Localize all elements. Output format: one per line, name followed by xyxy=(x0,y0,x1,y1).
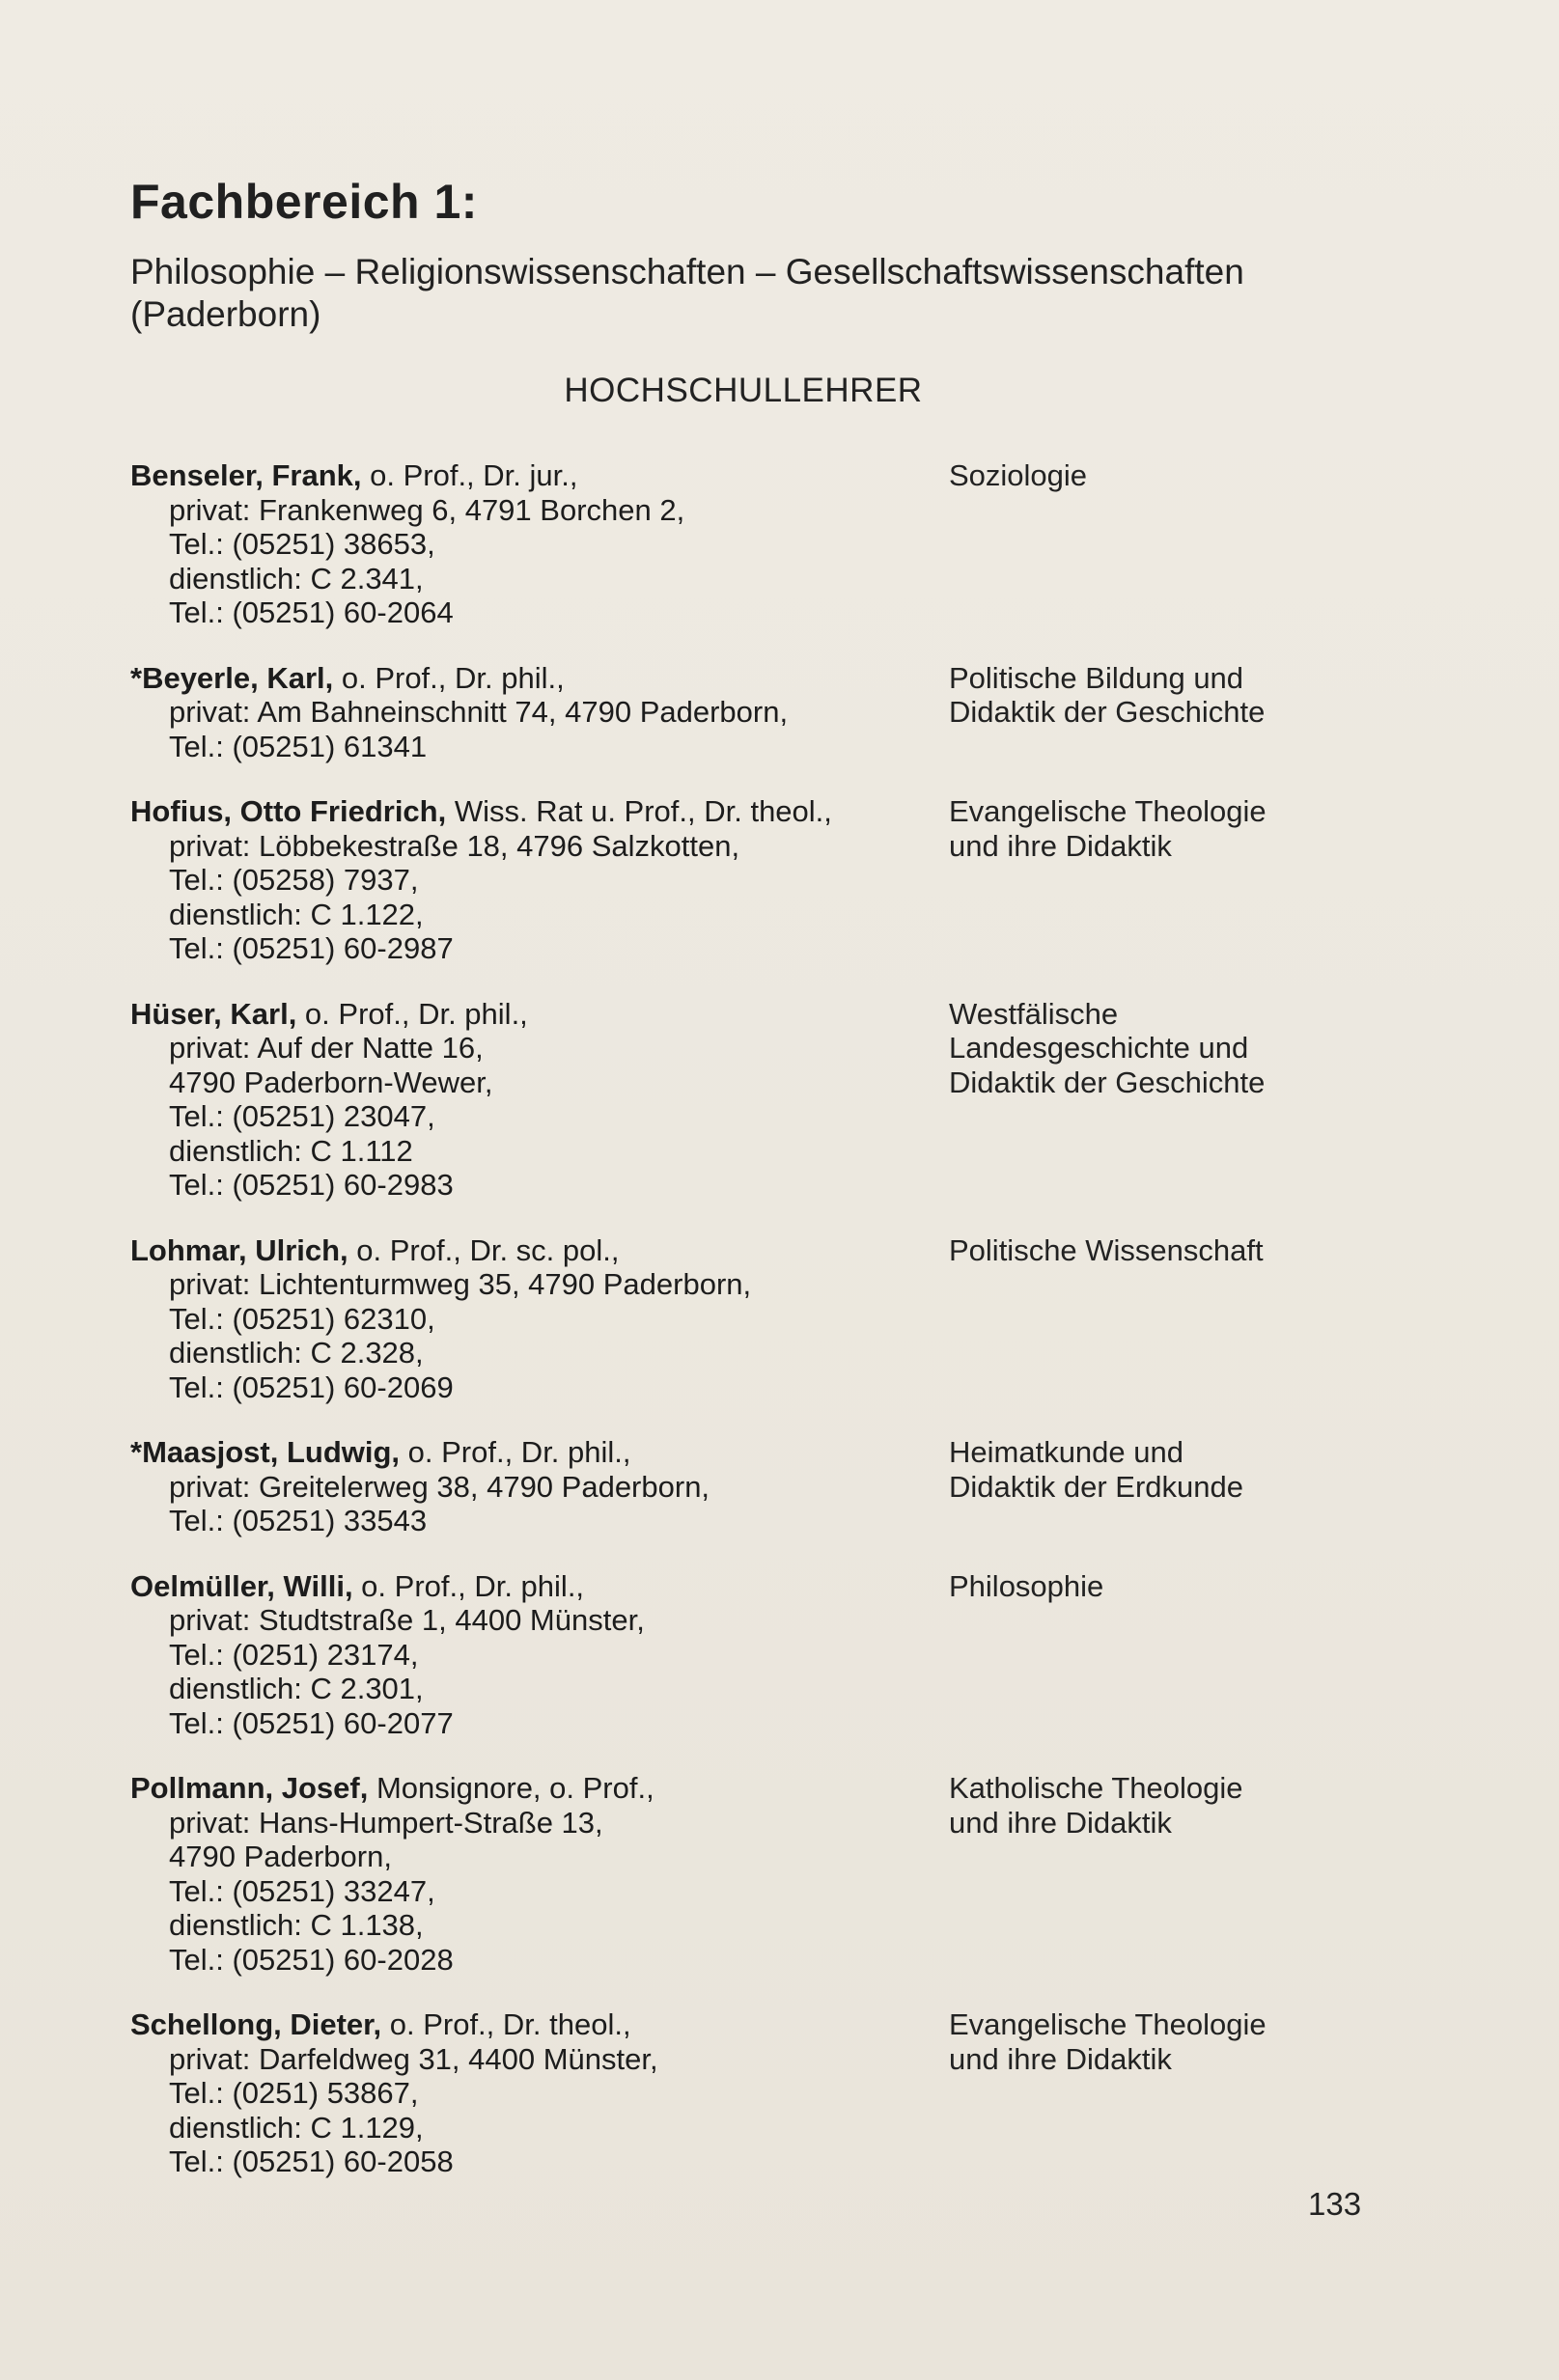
entry-contact xyxy=(130,661,949,764)
entry-name: Hofius, Otto Friedrich, xyxy=(130,794,447,828)
page-number: 133 xyxy=(1308,2186,1362,2222)
entry-subject-line: Evangelische Theologie xyxy=(949,2007,1267,2041)
entry-detail-line: Tel.: (05251) 38653, xyxy=(169,527,435,561)
entry-subject-line: Heimatkunde und xyxy=(949,1435,1183,1469)
entry-title: o. Prof., Dr. theol., xyxy=(381,2007,631,2041)
entry-detail-line: Tel.: (05251) 60-2028 xyxy=(169,1942,454,1977)
entry-contact xyxy=(130,794,949,966)
entry-detail-line: dienstlich: C 2.301, xyxy=(169,1672,424,1705)
entry-detail-line: privat: Hans-Humpert-Straße 13, xyxy=(169,1805,603,1840)
entry-heading xyxy=(130,794,949,829)
entry-subject xyxy=(949,794,1424,966)
entry-detail-line: dienstlich: C 1.112 xyxy=(169,1133,413,1168)
entry-subject-line: Katholische Theologie xyxy=(949,1771,1243,1805)
entry-contact xyxy=(130,997,949,1203)
entry-heading xyxy=(130,458,949,493)
entry-subject xyxy=(949,661,1424,764)
entry-subject-line: Landesgeschichte und xyxy=(949,1031,1249,1065)
entry-detail-line: dienstlich: C 2.328, xyxy=(169,1336,424,1370)
faculty-list xyxy=(130,458,1424,2210)
subtitle-line-1: Philosophie – Religionswissenschaften – Gesellschaftswissenschaften xyxy=(130,252,1244,291)
entry-detail-line: Tel.: (05251) 60-2058 xyxy=(169,2145,454,2178)
entry-subject-line: und ihre Didaktik xyxy=(949,2041,1172,2076)
entry-detail-line: Tel.: (05251) 60-2983 xyxy=(169,1168,454,1202)
entry-title: o. Prof., Dr. phil., xyxy=(352,1568,585,1603)
entry-detail-line: Tel.: (0251) 53867, xyxy=(169,2076,419,2110)
entry-detail-line: privat: Auf der Natte 16, xyxy=(169,1031,484,1065)
page-title: Fachbereich 1: xyxy=(130,175,478,229)
entry-name: Oelmüller, Willi, xyxy=(130,1568,353,1603)
entry-heading xyxy=(130,2007,949,2042)
entry-subject-line: Soziologie xyxy=(949,458,1088,492)
entry-detail-line: privat: Studtstraße 1, 4400 Münster, xyxy=(169,1603,645,1637)
faculty-entry xyxy=(130,1569,1424,1741)
entry-name: Pollmann, Josef, xyxy=(130,1771,369,1805)
entry-subject-line: und ihre Didaktik xyxy=(949,1805,1172,1840)
entry-title: Wiss. Rat u. Prof., Dr. theol., xyxy=(446,794,832,828)
entry-title: o. Prof., Dr. jur., xyxy=(361,458,578,492)
entry-detail-line: Tel.: (05251) 62310, xyxy=(169,1301,435,1336)
entry-subject xyxy=(949,1435,1424,1538)
entry-name: Benseler, Frank, xyxy=(130,458,362,492)
entry-subject-line: Evangelische Theologie xyxy=(949,794,1267,828)
entry-subject-line: und ihre Didaktik xyxy=(949,828,1172,863)
entry-detail-line: dienstlich: C 2.341, xyxy=(169,561,424,595)
entry-name: Hüser, Karl, xyxy=(130,996,297,1031)
entry-detail-line: Tel.: (05251) 61341 xyxy=(169,729,428,763)
entry-detail-line: Tel.: (05251) 60-2069 xyxy=(169,1370,454,1404)
entry-title: o. Prof., Dr. phil., xyxy=(296,996,528,1031)
faculty-entry xyxy=(130,661,1424,764)
entry-detail-line: Tel.: (05251) 33543 xyxy=(169,1504,428,1537)
entry-heading xyxy=(130,661,949,696)
subtitle xyxy=(130,251,1501,336)
faculty-entry xyxy=(130,1233,1424,1405)
faculty-entry xyxy=(130,1771,1424,1977)
entry-name: Lohmar, Ulrich, xyxy=(130,1232,348,1267)
entry-detail-line: privat: Darfeldweg 31, 4400 Münster, xyxy=(169,2041,658,2076)
faculty-entry xyxy=(130,2007,1424,2179)
entry-subject xyxy=(949,1233,1424,1405)
entry-detail-line: privat: Am Bahneinschnitt 74, 4790 Paderborn, xyxy=(169,695,789,729)
entry-name: *Maasjost, Ludwig, xyxy=(130,1435,401,1469)
entry-detail-line: dienstlich: C 1.129, xyxy=(169,2110,424,2145)
entry-name: *Beyerle, Karl, xyxy=(130,660,334,695)
entry-contact xyxy=(130,2007,949,2179)
entry-detail-line: Tel.: (05251) 60-2064 xyxy=(169,595,454,629)
entry-detail-line: Tel.: (05251) 33247, xyxy=(169,1873,435,1908)
entry-detail-line: privat: Frankenweg 6, 4791 Borchen 2, xyxy=(169,492,685,527)
entry-subject-line: Politische Bildung und xyxy=(949,660,1244,695)
entry-detail-line: privat: Löbbekestraße 18, 4796 Salzkotten, xyxy=(169,828,740,863)
entry-detail-line: dienstlich: C 1.122, xyxy=(169,897,424,931)
entry-detail-line: Tel.: (05251) 60-2077 xyxy=(169,1705,454,1740)
subtitle-line-2: (Paderborn) xyxy=(130,294,321,334)
entry-name: Schellong, Dieter, xyxy=(130,2007,382,2041)
entry-detail-line: Tel.: (05251) 60-2987 xyxy=(169,931,454,965)
entry-detail-line: 4790 Paderborn, xyxy=(169,1840,392,1873)
entry-subject-line: Didaktik der Geschichte xyxy=(949,1065,1266,1099)
faculty-entry xyxy=(130,997,1424,1203)
entry-detail-line: dienstlich: C 1.138, xyxy=(169,1908,424,1942)
entry-heading xyxy=(130,1233,949,1268)
entry-contact xyxy=(130,1435,949,1538)
entry-subject-line: Didaktik der Geschichte xyxy=(949,695,1266,729)
entry-subject-line: Politische Wissenschaft xyxy=(949,1232,1264,1267)
entry-heading xyxy=(130,1435,949,1470)
faculty-entry xyxy=(130,1435,1424,1538)
entry-subject xyxy=(949,2007,1424,2179)
entry-title: o. Prof., Dr. phil., xyxy=(333,660,565,695)
entry-subject xyxy=(949,997,1424,1203)
entry-heading xyxy=(130,1771,949,1806)
entry-contact xyxy=(130,1771,949,1977)
entry-title: Monsignore, o. Prof., xyxy=(368,1771,654,1805)
entry-detail-line: 4790 Paderborn-Wewer, xyxy=(169,1065,493,1099)
faculty-entry xyxy=(130,458,1424,630)
entry-heading xyxy=(130,997,949,1032)
entry-detail-line: privat: Greitelerweg 38, 4790 Paderborn, xyxy=(169,1469,710,1504)
entry-subject-line: Didaktik der Erdkunde xyxy=(949,1469,1243,1504)
entry-contact xyxy=(130,458,949,630)
entry-subject xyxy=(949,458,1424,630)
entry-heading xyxy=(130,1569,949,1604)
faculty-entry xyxy=(130,794,1424,966)
entry-detail-line: Tel.: (05258) 7937, xyxy=(169,863,419,897)
entry-title: o. Prof., Dr. phil., xyxy=(400,1435,631,1469)
section-title: HOCHSCHULLEHRER xyxy=(564,372,923,409)
entry-title: o. Prof., Dr. sc. pol., xyxy=(348,1232,620,1267)
entry-subject-line: Westfälische xyxy=(949,996,1119,1031)
entry-contact xyxy=(130,1233,949,1405)
entry-detail-line: Tel.: (05251) 23047, xyxy=(169,1099,435,1133)
entry-detail-line: privat: Lichtenturmweg 35, 4790 Paderborn, xyxy=(169,1267,752,1301)
entry-subject xyxy=(949,1569,1424,1741)
entry-detail-line: Tel.: (0251) 23174, xyxy=(169,1637,419,1672)
entry-contact xyxy=(130,1569,949,1741)
entry-subject xyxy=(949,1771,1424,1977)
entry-subject-line: Philosophie xyxy=(949,1568,1104,1603)
